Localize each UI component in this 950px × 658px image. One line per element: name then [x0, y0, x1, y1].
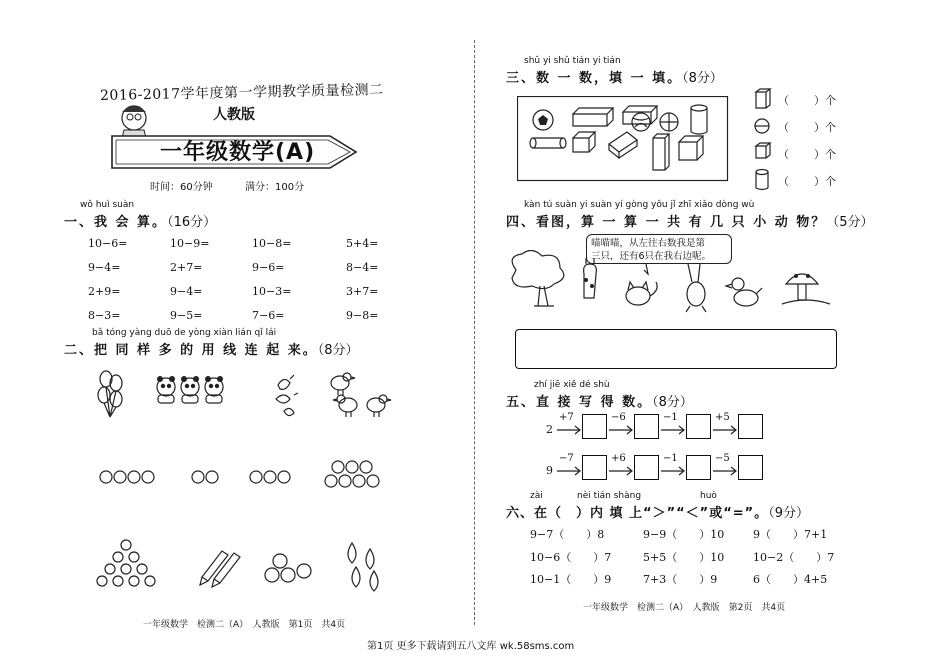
- q5-operator: −7: [559, 453, 574, 464]
- q5-answer-box[interactable]: [686, 455, 711, 480]
- tomatoes-icon: [97, 540, 155, 586]
- q6-comparison[interactable]: 10−2（ ）7: [753, 551, 835, 564]
- q5-operator: −1: [663, 412, 678, 423]
- balloons-icon: [98, 371, 122, 417]
- q5-answer-box[interactable]: [582, 414, 607, 439]
- q5-operator: +5: [715, 412, 730, 423]
- edition-label: 人教版: [213, 107, 255, 123]
- q4-pinyin: kàn tú suàn yi suàn yí gòng yǒu jǐ zhī xiǎo dòng wù: [524, 200, 755, 210]
- q4-heading: [506, 211, 874, 230]
- q5-pinyin: zhí jiē xiě dé shù: [534, 380, 610, 390]
- bubble-pointer: [644, 264, 648, 274]
- q6-comparison[interactable]: 9（ ）7+1: [753, 528, 828, 541]
- cube-icon: [756, 143, 770, 158]
- giraffe-icon: [584, 258, 597, 298]
- q5-operator: −6: [611, 412, 626, 423]
- q3-count-open: （: [778, 148, 789, 161]
- q2-points: （8分）: [317, 343, 359, 358]
- q4-title: 四、看图，算 一 算 一 共 有 几 只 小 动 物？: [506, 215, 827, 230]
- q3-legend-icons: [752, 88, 774, 192]
- q1-problem[interactable]: 9−6=: [252, 261, 285, 274]
- q5-operator: +6: [611, 453, 626, 464]
- q5-answer-box[interactable]: [686, 414, 711, 439]
- q1-points: （16分）: [167, 215, 217, 230]
- tree-icon: [512, 250, 564, 306]
- exam-title: 2016-2017学年度第一学期教学质量检测二: [99, 82, 384, 104]
- q6-heading: [506, 502, 809, 521]
- q1-problem[interactable]: 9−4=: [170, 285, 203, 298]
- q3-count-open: （: [778, 121, 789, 134]
- squirrels-icon: [276, 375, 298, 416]
- oranges-icon: [265, 554, 311, 582]
- q6-pinyin-c: huò: [700, 491, 717, 501]
- q3-points: （8分）: [682, 71, 723, 86]
- q1-problem[interactable]: 9−4=: [88, 261, 121, 274]
- q3-count-open: （: [778, 94, 789, 107]
- q3-pinyin: shǔ yi shǔ tián yi tián: [524, 56, 621, 66]
- q3-count-open: （: [778, 175, 789, 188]
- q5-answer-box[interactable]: [582, 455, 607, 480]
- q3-count-close: ）个: [814, 121, 836, 134]
- q6-comparison[interactable]: 9−7（ ）8: [530, 528, 605, 541]
- q1-problem[interactable]: 9−8=: [346, 309, 379, 322]
- circles-group-7: [325, 461, 379, 487]
- cuboid-icon: [756, 89, 770, 108]
- arrow-icon: [660, 466, 686, 476]
- q3-count-close: ）个: [814, 175, 836, 188]
- q1-problem[interactable]: 9−5=: [170, 309, 203, 322]
- q4-answer-box[interactable]: [515, 329, 837, 369]
- bottom-note: 第1页 更多下载请到五八文库 wk.58sms.com: [367, 641, 575, 652]
- time-label: 时间：60分钟: [150, 182, 213, 193]
- arrow-icon: [608, 466, 634, 476]
- q6-title: 六、在（ ）内 填 上“＞”“＜”或“=”。: [506, 506, 769, 521]
- q3-count-input[interactable]: [790, 92, 812, 106]
- q3-title: 三、数 一 数，填 一 填。: [506, 71, 683, 86]
- circles-group-3: [250, 471, 290, 483]
- q3-count-close: ）个: [814, 94, 836, 107]
- circles-group-4: [100, 471, 154, 483]
- q1-problem[interactable]: 10−3=: [252, 285, 292, 298]
- score-label: 满分：100分: [245, 182, 305, 193]
- rabbit-icon: [686, 264, 706, 312]
- arrow-icon: [608, 425, 634, 435]
- cat-icon: [626, 282, 657, 305]
- arrow-icon: [712, 466, 738, 476]
- q3-count-input[interactable]: [790, 173, 812, 187]
- arrow-icon: [556, 466, 582, 476]
- q2-title: 二、把 同 样 多 的 用 线 连 起 来。: [64, 343, 318, 358]
- q4-animals: [506, 250, 846, 320]
- q6-comparison[interactable]: 5+5（ ）10: [643, 551, 725, 564]
- q3-count-close: ）个: [814, 148, 836, 161]
- pencils-icon: [200, 551, 240, 587]
- q2-matching-area: [90, 365, 410, 595]
- q1-title: 一、我 会 算。: [64, 215, 168, 230]
- q3-shapes-box: [517, 96, 729, 182]
- pears-icon: [348, 543, 378, 591]
- left-footer: 一年级数学 检测二（A） 人教版 第1页 共4页: [143, 620, 346, 630]
- q3-count-input[interactable]: [790, 146, 812, 160]
- subject-title: 一年级数学(A): [160, 140, 316, 165]
- q1-problem[interactable]: 2+9=: [88, 285, 121, 298]
- q3-heading: [506, 67, 723, 86]
- q6-pinyin-b: nèi tián shàng: [577, 491, 642, 501]
- q5-answer-box[interactable]: [634, 414, 659, 439]
- basketball-icon: [660, 113, 678, 131]
- q1-problem[interactable]: 5+4=: [346, 237, 379, 250]
- page-divider: [474, 40, 475, 625]
- q5-operator: −1: [663, 453, 678, 464]
- bubble-line-1: 喵喵喵，从左往右数我是第: [591, 238, 706, 249]
- arrow-icon: [556, 425, 582, 435]
- q5-start-number: 2: [546, 423, 553, 436]
- duck-icon: [726, 278, 762, 306]
- q6-comparison[interactable]: 10−1（ ）9: [530, 573, 612, 586]
- q5-operator: +7: [559, 412, 574, 423]
- q5-answer-box[interactable]: [738, 414, 763, 439]
- q1-problem[interactable]: 10−9=: [170, 237, 210, 250]
- arrow-icon: [712, 425, 738, 435]
- q1-problem[interactable]: 7−6=: [252, 309, 285, 322]
- q1-problem[interactable]: 8−4=: [346, 261, 379, 274]
- q5-heading: [506, 391, 693, 410]
- q5-answer-box[interactable]: [634, 455, 659, 480]
- q1-problem[interactable]: 2+7=: [170, 261, 203, 274]
- q3-count-input[interactable]: [790, 119, 812, 133]
- mushroom-icon: [782, 274, 830, 304]
- q1-problem[interactable]: 8−3=: [88, 309, 121, 322]
- q6-points: （9分）: [768, 506, 809, 521]
- bubble-line-2: 三只，还有6只在我右边呢。: [591, 251, 712, 262]
- q5-start-number: 9: [546, 464, 553, 477]
- q5-title: 五、直 接 写 得 数。: [506, 395, 653, 410]
- q2-pinyin: bǎ tóng yàng duō de yòng xiàn lián qǐ lái: [92, 328, 277, 338]
- q6-comparison[interactable]: 9−9（ ）10: [643, 528, 725, 541]
- chicks-icon: [331, 373, 391, 417]
- q1-problem[interactable]: 10−8=: [252, 237, 292, 250]
- q6-comparison[interactable]: 7+3（ ）9: [643, 573, 718, 586]
- q6-comparison[interactable]: 6（ ）4+5: [753, 573, 828, 586]
- q5-answer-box[interactable]: [738, 455, 763, 480]
- q2-heading: [64, 339, 359, 358]
- q6-pinyin-a: zài: [530, 491, 543, 501]
- q1-heading: [64, 211, 216, 230]
- q4-points: （5分）: [826, 215, 874, 230]
- q1-problem[interactable]: 10−6=: [88, 237, 128, 250]
- pandas-icon: [157, 376, 223, 403]
- q1-problem[interactable]: 3+7=: [346, 285, 379, 298]
- right-footer: 一年级数学 检测二（A） 人教版 第2页 共4页: [583, 603, 786, 613]
- arrow-icon: [660, 425, 686, 435]
- circles-group-2: [192, 471, 218, 483]
- q5-operator: −5: [715, 453, 730, 464]
- q1-pinyin: wǒ huì suàn: [80, 200, 135, 210]
- q5-points: （8分）: [652, 395, 693, 410]
- ball-icon: [755, 119, 769, 133]
- cylinder-icon: [756, 170, 768, 190]
- q6-comparison[interactable]: 10−6（ ）7: [530, 551, 612, 564]
